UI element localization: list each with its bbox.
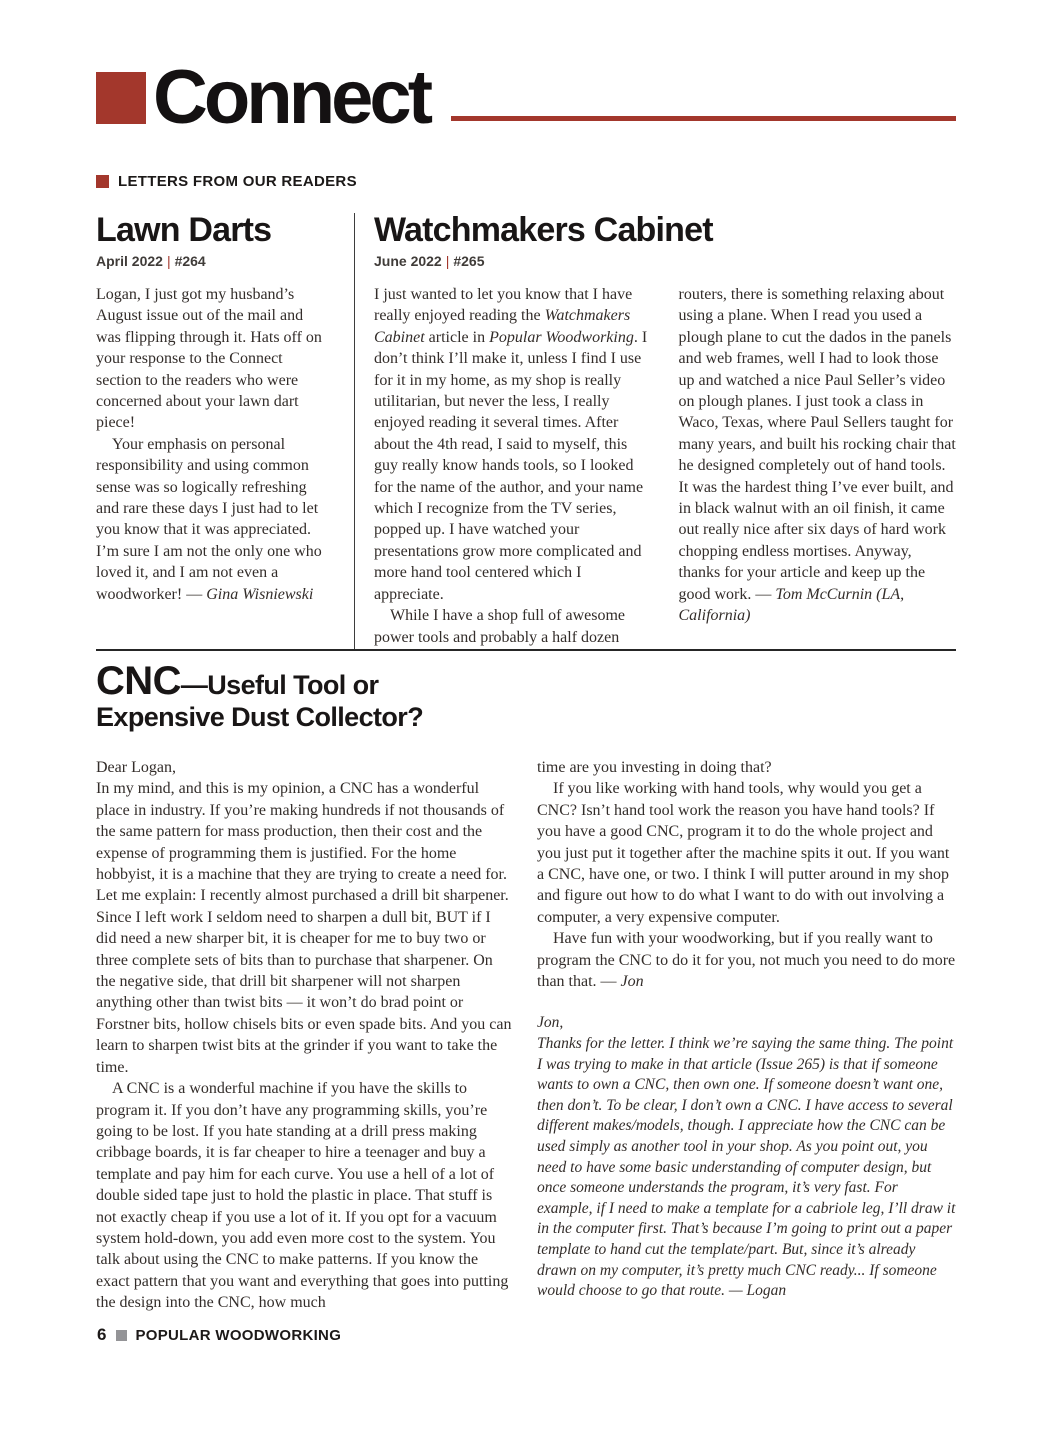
letter-title-watchmakers: Watchmakers Cabinet xyxy=(374,211,713,249)
paragraph xyxy=(537,757,956,778)
letter-lawn-darts xyxy=(96,213,355,649)
text: routers, there is something relaxing about using a plane. When I read you used a plough plane to cut the dados in the panels and web frames, well I had to look those up and watched a nice Paul Seller’s video on plough planes. I just took a class in Waco, Texas, where Paul Sellers taught for many years, and built his rocking chair that he designed completely out of hand tools. It was the hardest thing I’ve ever built, and in black walnut with an oil finish, it came out really nice after six days of hard work chopping endless mortises. Anyway, thanks for your article and keep up the good work. — xyxy=(678,286,956,603)
kicker-label: LETTERS FROM OUR READERS xyxy=(118,173,357,190)
text: Logan, I just got my husband’s August issue out of the mail and was flipping through it. Hats off on your response to the Connect section to the readers who were concerned about your lawn dart piece! xyxy=(96,286,322,432)
cnc-column-2-letter xyxy=(537,757,956,992)
dateline-separator: | xyxy=(445,253,450,269)
text: Thanks for the letter. I think we’re saying the same thing. The point I was trying to make in that article (Issue 265) is that if someone wants to own a CNC, then own one. If someone doesn’t want one, then don’t. To be clear, I don’t own a CNC. I have access to several different makes/models, though. I appreciate how the CNC can be used simply as another tool in your shop. As you point out, you need to have some basic understanding of computer design, but once someone understands the program, it’s very fast. For example, if I need to make a template for a cabriole leg, I’ll draw it in the computer first. That’s because I’m going to print out a paper template to hand cut the template/part. But, since it’s already drawn on my computer, it’s pretty much CNC ready... If someone would choose to go that route. — Logan xyxy=(537,1035,956,1300)
paragraph xyxy=(96,778,515,1078)
letter-body-lawn-darts xyxy=(96,284,327,605)
text: If you like working with hand tools, why would you get a CNC? Isn’t hand tool work the reason you have hand tools? If you have a good CNC, program it to do the whole project and you just put it together after the machine spits it out. If you want a CNC, have one, or two. I think I will putter around in my shop and figure out how to do what I want to do with out involving a computer, a very expensive computer. xyxy=(537,780,950,926)
cnc-column-1 xyxy=(96,757,515,1314)
page-number: 6 xyxy=(97,1325,107,1344)
text: While I have a shop full of awesome power tools and probably a half dozen xyxy=(374,607,626,646)
letter-title-cnc xyxy=(96,659,956,734)
paragraph xyxy=(537,778,956,928)
letter-cnc xyxy=(96,659,956,1314)
italic-text: Popular Woodworking xyxy=(489,328,634,346)
paragraph xyxy=(374,284,652,605)
paragraph xyxy=(374,605,652,648)
paragraph xyxy=(96,1078,515,1313)
paragraph xyxy=(679,284,957,627)
section-divider-rule xyxy=(96,649,956,651)
italic-text: Gina Wisniewski xyxy=(206,585,314,603)
text: Dear Logan, xyxy=(96,759,176,776)
text: A CNC is a wonderful machine if you have the skills to program it. If you don’t have any programming skills, you’re going to be lost. If you hate standing at a drill press making cribbage boards, it is far cheaper to hire a teenager and buy a template and pay him for each curve. You use a hell of a lot of double sided tape just to hold the plastic in place. That stuff is not exactly cheap if you use a lot of it. If you opt for a vacuum system hold-down, you add even more cost to the system. You talk about using the CNC to make patterns. If you know the exact pattern that you want and everything that goes into putting the design into the CNC, how much xyxy=(96,1080,509,1312)
italic-text: Jon xyxy=(620,973,644,991)
watchmakers-columns xyxy=(374,284,956,648)
letter-title-lawn-darts: Lawn Darts xyxy=(96,211,272,249)
footer-square-icon xyxy=(116,1330,127,1341)
dateline-lawn-darts xyxy=(96,253,327,269)
italic-text: Tom McCurnin (LA, California) xyxy=(678,585,905,625)
cnc-columns xyxy=(96,757,956,1314)
cnc-title-line2: Expensive Dust Collector? xyxy=(96,702,424,732)
paragraph xyxy=(96,434,327,605)
cnc-title-big: CNC xyxy=(96,659,181,703)
text: Have fun with your woodworking, but if you really want to program the CNC to do it for you, not much you need to do more than that. — xyxy=(537,930,956,991)
text: time are you investing in doing that? xyxy=(537,759,772,776)
letter-date: April 2022 xyxy=(96,253,163,269)
letter-watchmakers xyxy=(355,213,956,649)
red-rule-decoration xyxy=(451,116,956,121)
kicker-square-icon xyxy=(96,175,109,188)
italic-text: Watchmakers Cabinet xyxy=(374,307,631,346)
magazine-name: POPULAR WOODWORKING xyxy=(135,1326,342,1344)
masthead-row xyxy=(96,55,956,140)
watchmakers-column-2 xyxy=(679,284,957,648)
text: . I don’t think I’ll make it, unless I find I use for it in my home, as my shop is really utilitarian, but never the less, I really enjoyed reading it several times. After about the 4th read, I said to myself, this guy really know hands tools, so I looked for the name of the author, and your name which I recognize from the TV series, popped up. I have watched your presentations grow more complicated and more hand tool centered which I appreciate. xyxy=(374,328,648,603)
letter-date: June 2022 xyxy=(374,253,442,269)
letters-section xyxy=(96,213,956,649)
kicker xyxy=(96,173,956,190)
dateline-separator: | xyxy=(166,253,171,269)
text: article in xyxy=(424,328,490,346)
paragraph xyxy=(96,757,515,778)
section-masthead xyxy=(96,55,956,190)
text: Jon, xyxy=(537,1014,564,1032)
editor-reply xyxy=(537,1013,956,1301)
text: In my mind, and this is my opinion, a CNC has a wonderful place in industry. If you’re making hundreds if not thousands of the same pattern for mass production, then their cost and the expense of programming them is justified. For the home hobbyist, it is a machine that they are trying to create a need for. Let me explain: I recently almost purchased a drill bit sharpener. Since I left work I seldom need to sharpen a dull bit, BUT if I did need a new sharper bit, it is cheaper for me to buy two or three complete sets of bits than to purchase that sharpener. On the negative side, that drill bit sharpener will not sharpen anything other than twist bits — it won’t do brad point or Forstner bits, hollow chisels bits or even spade bits. And you can learn to sharpen twist bits at the grinder if you want to take the time. xyxy=(96,780,512,1076)
cnc-column-2 xyxy=(537,757,956,1314)
paragraph xyxy=(96,284,327,434)
red-square-decoration xyxy=(96,72,146,124)
paragraph xyxy=(537,1034,956,1302)
dateline-watchmakers xyxy=(374,253,956,269)
text: Your emphasis on personal responsibility and using common sense was so logically refreshing and rare these days I just had to let you know that it was appreciated. I’m sure I am not the only one who loved it, and I am not even a woodworker! — xyxy=(96,435,322,603)
issue-number: #265 xyxy=(453,253,485,269)
watchmakers-column-1 xyxy=(374,284,652,648)
paragraph xyxy=(537,928,956,992)
paragraph xyxy=(537,1013,956,1034)
issue-number: #264 xyxy=(174,253,206,269)
page-title: Connect xyxy=(153,55,429,140)
cnc-title-line1-rest: —Useful Tool or xyxy=(180,670,379,700)
text: I just wanted to let you know that I have really enjoyed reading the xyxy=(374,286,633,325)
page-footer xyxy=(97,1325,341,1345)
